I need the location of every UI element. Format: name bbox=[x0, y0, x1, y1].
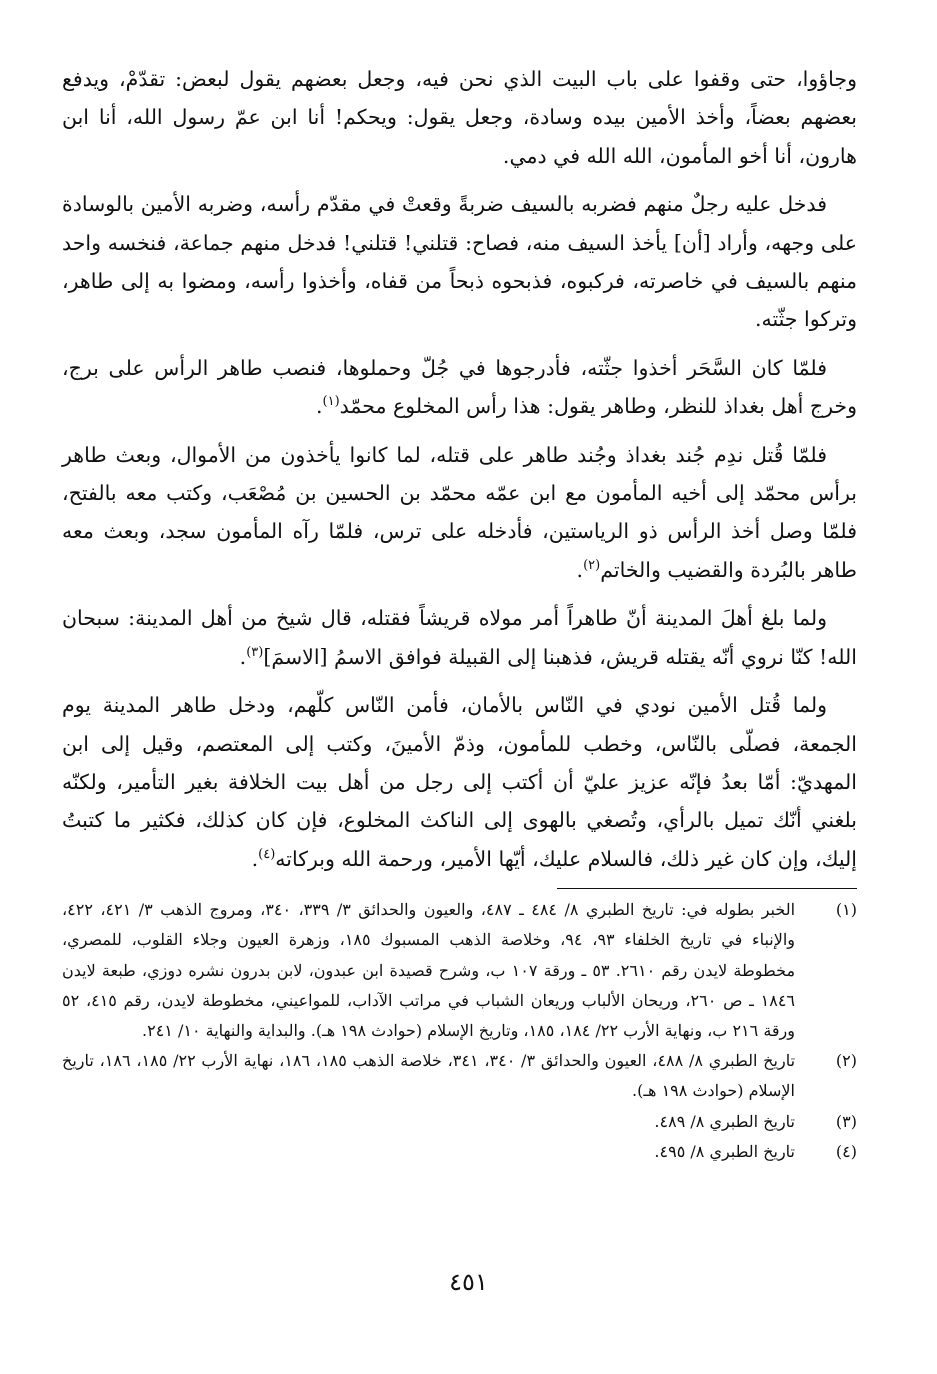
footnote-number: (٣) bbox=[835, 1111, 857, 1131]
main-text bbox=[62, 60, 857, 878]
footnote bbox=[62, 895, 857, 1046]
paragraph-text: وجاؤوا، حتى وقفوا على باب البيت الذي نحن فيه، وجعل بعضهم يقول لبعض: تقدّمْ، ويدفع بعضهم بعضاً، وأخذ الأمين بيده وسادة، وجعل يقول: ويحكم! أنا ابن عمّ رسول الله، أنا ابن هارون، أنا أخو المأمون، الله الله في دمي. bbox=[62, 67, 857, 168]
footnote-text: تاريخ الطبري ٨/ ٤٨٩. bbox=[654, 1111, 795, 1131]
footnote-number: (٤) bbox=[835, 1141, 857, 1161]
paragraph-end: . bbox=[576, 557, 584, 582]
paragraph bbox=[62, 436, 857, 590]
paragraph-end: . bbox=[239, 644, 247, 669]
paragraph bbox=[62, 686, 857, 878]
footnote-ref: (٣) bbox=[246, 644, 264, 660]
paragraph-text: ولما قُتل الأمين نودي في النّاس بالأمان، فأمن النّاس كلّهم، ودخل طاهر المدينة يوم الجمعة، فصلّى بالنّاس، وخطب للمأمون، وذمّ الأمينَ، وكتب إلى المعتصم، وقيل إلى ابن المهديّ: أمّا بعدُ فإنّه عزيز عليّ أن أكتب إلى رجل من أهل بيت الخلافة بغير التأمير، ولكنّه بلغني أنّك تميل بالرأي، وتُصغي بالهوى إلى الناكث المخلوع، فإن كان كذلك، فكثير ما كتبتُ إليك، وإن كان غير ذلك، فالسلام عليك، أيّها الأمير، ورحمة الله وبركاته bbox=[62, 693, 857, 871]
footnote-text: الخبر بطوله في: تاريخ الطبري ٨/ ٤٨٤ ـ ٤٨٧، والعيون والحدائق ٣/ ٣٣٩، ٣٤٠، ومروج الذهب ٣/ ٤٢١، ٤٢٢، والإنباء في تاريخ الخلفاء ٩٣، ٩٤، وخلاصة الذهب المسبوك ١٨٥، وزهرة العيون وجلاء القلوب، للمصري، مخطوطة لايدن رقم ٢٦١٠. ٥٣ ـ ورقة ١٠٧ ب، وشرح قصيدة ابن عبدون، لابن بدرون نشره دوزي، طبعة لايدن ١٨٤٦ ـ ص ٢٦٠، وريحان الألباب وريعان الشباب في مراتب الآداب، للمواعيني، مخطوطة لايدن، رقم ٤١٥، ٥٢ ورقة ٢١٦ ب، ونهاية الأرب ٢٢/ ١٨٤، ١٨٥، وتاريخ الإسلام (حوادث ١٩٨ هـ). والبداية والنهاية ١٠/ ٢٤١. bbox=[62, 900, 796, 1040]
paragraph bbox=[62, 599, 857, 676]
footnote-number: (١) bbox=[835, 900, 857, 920]
footnote-separator bbox=[557, 888, 857, 889]
footnotes bbox=[62, 895, 857, 1167]
footnote-ref: (١) bbox=[322, 394, 340, 410]
footnote bbox=[62, 1046, 857, 1106]
footnote-ref: (٢) bbox=[583, 558, 601, 574]
footnote-text: تاريخ الطبري ٨/ ٤٩٥. bbox=[654, 1141, 795, 1161]
footnote bbox=[62, 1137, 857, 1167]
paragraph bbox=[62, 185, 857, 339]
footnote-text: تاريخ الطبري ٨/ ٤٨٨، العيون والحدائق ٣/ ٣٤٠، ٣٤١، خلاصة الذهب ١٨٥، ١٨٦، نهاية الأرب ٢٢/ ١٨٥، ١٨٦، تاريخ الإسلام (حوادث ١٩٨ هـ). bbox=[62, 1051, 796, 1101]
paragraph bbox=[62, 349, 857, 426]
paragraph-text: فدخل عليه رجلٌ منهم فضربه بالسيف ضربةً وقعتْ في مقدّم رأسه، وضربه الأمين بالوسادة على وجهه، وأراد [أن] يأخذ السيف منه، فصاح: قتلني! قتلني! فدخل منهم جماعة، فنخسه واحد منهم بالسيف في خاصرته، فركبوه، فذبحوه ذبحاً من قفاه، وأخذوا رأسه، ومضوا به إلى طاهر، وتركوا جثّته. bbox=[62, 192, 857, 332]
footnote bbox=[62, 1107, 857, 1137]
paragraph-text: فلمّا كان السَّحَر أخذوا جثّته، فأدرجوها في جُلّ وحملوها، فنصب طاهر الرأس على برج، وخرج أهل بغداذ للنظر، وطاهر يقول: هذا رأس المخلوع محمّد bbox=[62, 355, 857, 419]
footnote-number: (٢) bbox=[835, 1051, 857, 1071]
footnote-ref: (٤) bbox=[258, 846, 276, 862]
paragraph bbox=[62, 60, 857, 175]
paragraph-end: . bbox=[251, 846, 259, 871]
page-number: ٤٥١ bbox=[449, 1268, 488, 1296]
paragraph-end: . bbox=[315, 394, 323, 419]
paragraph-text: فلمّا قُتل ندِم جُند بغداذ وجُند طاهر على قتله، لما كانوا يأخذون من الأموال، وبعث طاهر برأس محمّد إلى أخيه المأمون مع ابن عمّه محمّد بن الحسين بن مُصْعَب، وكتب معه بالفتح، فلمّا وصل أخذ الرأس ذو الرياستين، فأدخله على ترس، فلمّا رآه المأمون سجد، وبعث معه طاهر بالبُردة والقضيب والخاتم bbox=[62, 442, 857, 582]
paragraph-text: ولما بلغ أهلَ المدينة أنّ طاهراً أمر مولاه قريشاً فقتله، قال شيخ من أهل المدينة: سبحان الله! كنّا نروي أنّه يقتله قريش، فذهبنا إلى القبيلة فوافق الاسمُ [الاسمَ] bbox=[62, 606, 857, 669]
